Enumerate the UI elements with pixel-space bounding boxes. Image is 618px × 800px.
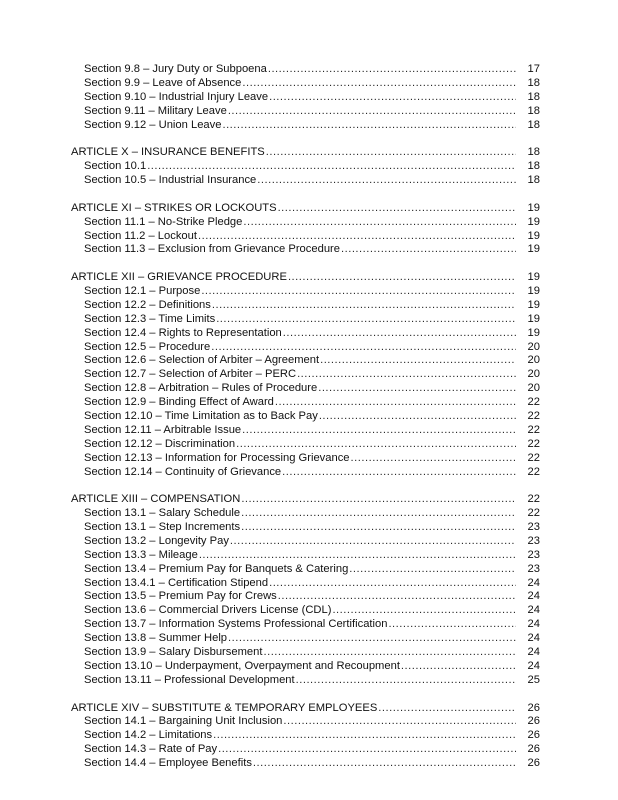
toc-page-number: 23 [527,521,540,534]
dot-leader [228,105,516,119]
dot-leader [236,438,516,452]
toc-entry-title: Section 11.3 – Exclusion from Grievance Procedure [84,243,340,256]
toc-entry-title: Section 10.1 [84,160,147,173]
dot-leader [319,410,516,424]
dot-leader [341,243,516,257]
toc-entry-title: ARTICLE XI – STRIKES OR LOCKOUTS [71,201,277,214]
dot-leader [218,743,516,757]
toc-entry-title: Section 12.9 – Binding Effect of Award [84,396,274,409]
toc-section-entry[interactable] [0,452,540,466]
toc-article-entry[interactable] [0,271,540,285]
toc-page-number: 23 [527,562,540,575]
toc-spacer [0,688,618,702]
dot-leader [296,674,516,688]
toc-page-number: 23 [527,548,540,561]
dot-leader [241,493,516,507]
dot-leader [201,285,516,299]
toc-entry-title: Section 12.1 – Purpose [84,284,201,297]
dot-leader [257,174,516,188]
toc-entry-title: ARTICLE X – INSURANCE BENEFITS [71,146,265,159]
toc-page-number: 20 [527,382,540,395]
dot-leader [242,424,516,438]
toc-page-number: 24 [527,590,540,603]
toc-entry-title: Section 13.2 – Longevity Pay [84,534,229,547]
dot-leader [401,660,516,674]
toc-entry-title: Section 12.10 – Time Limitation as to Back Pay [84,409,318,422]
toc-page-number: 17 [527,63,540,75]
toc-page-number: 19 [527,326,540,339]
dot-leader [199,549,516,563]
toc-page-number: 18 [527,76,540,89]
toc-section-entry[interactable] [0,604,540,618]
toc-entry-title: Section 12.3 – Time Limits [84,312,216,325]
toc-page-number: 19 [527,201,540,214]
toc-entry-title: Section 13.8 – Summer Help [84,632,228,645]
toc-section-entry[interactable] [0,105,540,119]
toc-section-entry[interactable] [0,632,540,646]
toc-section-entry[interactable] [0,91,540,105]
toc-entry-title: ARTICLE XII – GRIEVANCE PROCEDURE [71,271,287,284]
toc-section-entry[interactable] [0,660,540,674]
toc-page-number: 20 [527,368,540,381]
toc-section-entry[interactable] [0,549,540,563]
toc-page-number: 24 [527,604,540,617]
dot-leader [283,715,516,729]
toc-section-entry[interactable] [0,341,540,355]
toc-section-entry[interactable] [0,160,540,174]
toc-page-number: 24 [527,659,540,672]
toc-section-entry[interactable] [0,299,540,313]
dot-leader [278,590,516,604]
toc-section-entry[interactable] [0,577,540,591]
toc-entry-title: Section 12.13 – Information for Processing Grievance [84,451,350,464]
toc-page-number: 20 [527,354,540,367]
dot-leader [243,216,516,230]
toc-section-entry[interactable] [0,466,540,480]
toc-section-entry[interactable] [0,410,540,424]
toc-page-number: 23 [527,534,540,547]
dot-leader [198,230,516,244]
toc-entry-title: Section 14.4 – Employee Benefits [84,757,252,770]
toc-entry-title: ARTICLE XIII – COMPENSATION [71,493,241,506]
toc-section-entry[interactable] [0,382,540,396]
toc-entry-title: Section 12.12 – Discrimination [84,437,236,450]
toc-entry-title: Section 12.5 – Procedure [84,340,211,353]
toc-section-entry[interactable] [0,438,540,452]
dot-leader [216,313,516,327]
toc-page-number: 22 [527,409,540,422]
toc-section-entry[interactable] [0,507,540,521]
toc-entry-title: Section 12.8 – Arbitration – Rules of Procedure [84,382,318,395]
toc-section-entry[interactable] [0,715,540,729]
toc-section-entry[interactable] [0,368,540,382]
dot-leader [147,160,516,174]
toc-entry-title: Section 9.8 – Jury Duty or Subpoena [84,63,267,75]
toc-page-number: 22 [527,396,540,409]
toc-article-entry[interactable] [0,146,540,160]
toc-page-number: 18 [527,160,540,173]
dot-leader [268,63,516,77]
toc-spacer [0,479,618,493]
toc-spacer [0,257,618,271]
toc-section-entry[interactable] [0,535,540,549]
toc-entry-title: Section 13.1 – Step Increments [84,521,241,534]
toc-page-number: 24 [527,576,540,589]
dot-leader [275,396,516,410]
toc-entry-title: Section 13.7 – Information Systems Professional Certification [84,618,388,631]
toc-section-entry[interactable] [0,285,540,299]
toc-spacer [0,132,618,146]
toc-entry-title: Section 13.4.1 – Certification Stipend [84,576,269,589]
toc-section-entry[interactable] [0,216,540,230]
toc-page-number: 25 [527,673,540,686]
toc-page-number: 18 [527,174,540,187]
toc-section-entry[interactable] [0,354,540,368]
toc-entry-title: Section 13.4 – Premium Pay for Banquets & Catering [84,562,349,575]
dot-leader [211,341,516,355]
toc-entry-title: Section 12.4 – Rights to Representation [84,326,282,339]
toc-entry-title: Section 11.1 – No-Strike Pledge [84,215,243,228]
dot-leader [222,119,516,133]
dot-leader [269,577,516,591]
toc-entry-title: Section 13.11 – Professional Development [84,673,295,686]
toc-section-entry[interactable] [0,230,540,244]
toc-section-entry[interactable] [0,674,540,688]
toc-page-number: 22 [527,493,540,506]
dot-leader [282,466,516,480]
toc-entry-title: Section 14.1 – Bargaining Unit Inclusion [84,715,283,728]
dot-leader [269,91,516,105]
dot-leader [212,299,516,313]
toc-page-number: 22 [527,437,540,450]
toc-page-number: 19 [527,215,540,228]
toc-page-number: 26 [527,701,540,714]
toc-page-number: 22 [527,451,540,464]
dot-leader [213,729,516,743]
dot-leader [266,146,516,160]
toc-section-entry[interactable] [0,521,540,535]
toc-page-number: 24 [527,618,540,631]
toc-entry-title: Section 13.5 – Premium Pay for Crews [84,590,277,603]
toc-entry-title: Section 11.2 – Lockout [84,229,197,242]
toc-page-number: 18 [527,104,540,117]
toc-entry-title: Section 12.14 – Continuity of Grievance [84,465,282,478]
toc-entry-title: Section 9.10 – Industrial Injury Leave [84,90,269,103]
dot-leader [318,382,516,396]
toc-spacer [0,188,618,202]
toc-section-entry[interactable] [0,396,540,410]
dot-leader [253,757,516,771]
toc-entry-title: Section 12.7 – Selection of Arbiter – PERC [84,368,297,381]
dot-leader [349,563,516,577]
toc-entry-title: Section 10.5 – Industrial Insurance [84,174,257,187]
toc-entry-title: Section 13.10 – Underpayment, Overpayment and Recoupment [84,659,400,672]
toc-page-number: 22 [527,465,540,478]
toc-page-number: 18 [527,146,540,159]
toc-entry-title: Section 12.11 – Arbitrable Issue [84,423,242,436]
toc-entry-title: Section 12.2 – Definitions [84,298,211,311]
toc-page-number: 22 [527,423,540,436]
dot-leader [297,368,516,382]
toc-section-entry[interactable] [0,77,540,91]
toc-page-number: 18 [527,90,540,103]
toc-page-number: 19 [527,284,540,297]
toc-entry-title: Section 14.3 – Rate of Pay [84,743,218,756]
dot-leader [378,702,516,716]
toc-article-entry[interactable] [0,702,540,716]
toc-entry-title: Section 9.9 – Leave of Absence [84,76,242,89]
dot-leader [241,507,516,521]
toc-article-entry[interactable] [0,202,540,216]
toc-page-number: 26 [527,757,540,770]
toc-section-entry[interactable] [0,743,540,757]
dot-leader [241,521,516,535]
toc-page-number: 20 [527,340,540,353]
toc-entry-title: Section 13.9 – Salary Disbursement [84,646,263,659]
toc-page-number: 19 [527,229,540,242]
toc-section-entry[interactable] [0,424,540,438]
toc-page-number: 24 [527,646,540,659]
dot-leader [263,646,516,660]
dot-leader [320,354,516,368]
dot-leader [283,327,516,341]
toc-page-number: 24 [527,632,540,645]
toc-page-number: 19 [527,271,540,284]
dot-leader [332,604,516,618]
dot-leader [228,632,516,646]
toc-section-entry[interactable] [0,757,540,771]
toc-page-number: 19 [527,312,540,325]
toc-entry-title: Section 14.2 – Limitations [84,729,213,742]
toc-page-number: 19 [527,298,540,311]
toc-page-number: 26 [527,743,540,756]
toc-entry-title: Section 9.12 – Union Leave [84,118,222,131]
toc-section-entry[interactable] [0,646,540,660]
toc-section-entry[interactable] [0,63,540,77]
table-of-contents [0,63,618,771]
toc-page-number: 26 [527,715,540,728]
dot-leader [242,77,516,91]
dot-leader [351,452,516,466]
toc-entry-title: ARTICLE XIV – SUBSTITUTE & TEMPORARY EMPLOYEES [71,701,378,714]
toc-page-number: 22 [527,507,540,520]
toc-entry-title: Section 13.6 – Commercial Drivers License (CDL) [84,604,332,617]
toc-page-number: 18 [527,118,540,131]
dot-leader [230,535,516,549]
toc-section-entry[interactable] [0,119,540,133]
toc-section-entry[interactable] [0,590,540,604]
toc-section-entry[interactable] [0,729,540,743]
toc-section-entry[interactable] [0,174,540,188]
toc-page-number: 26 [527,729,540,742]
toc-entry-title: Section 13.1 – Salary Schedule [84,507,241,520]
toc-article-entry[interactable] [0,493,540,507]
dot-leader [388,618,516,632]
toc-section-entry[interactable] [0,313,540,327]
toc-section-entry[interactable] [0,618,540,632]
toc-section-entry[interactable] [0,563,540,577]
toc-section-entry[interactable] [0,243,540,257]
toc-page-number: 19 [527,243,540,256]
dot-leader [278,202,516,216]
toc-section-entry[interactable] [0,327,540,341]
toc-entry-title: Section 9.11 – Military Leave [84,104,227,117]
dot-leader [288,271,516,285]
toc-entry-title: Section 13.3 – Mileage [84,548,198,561]
toc-entry-title: Section 12.6 – Selection of Arbiter – Agreement [84,354,320,367]
